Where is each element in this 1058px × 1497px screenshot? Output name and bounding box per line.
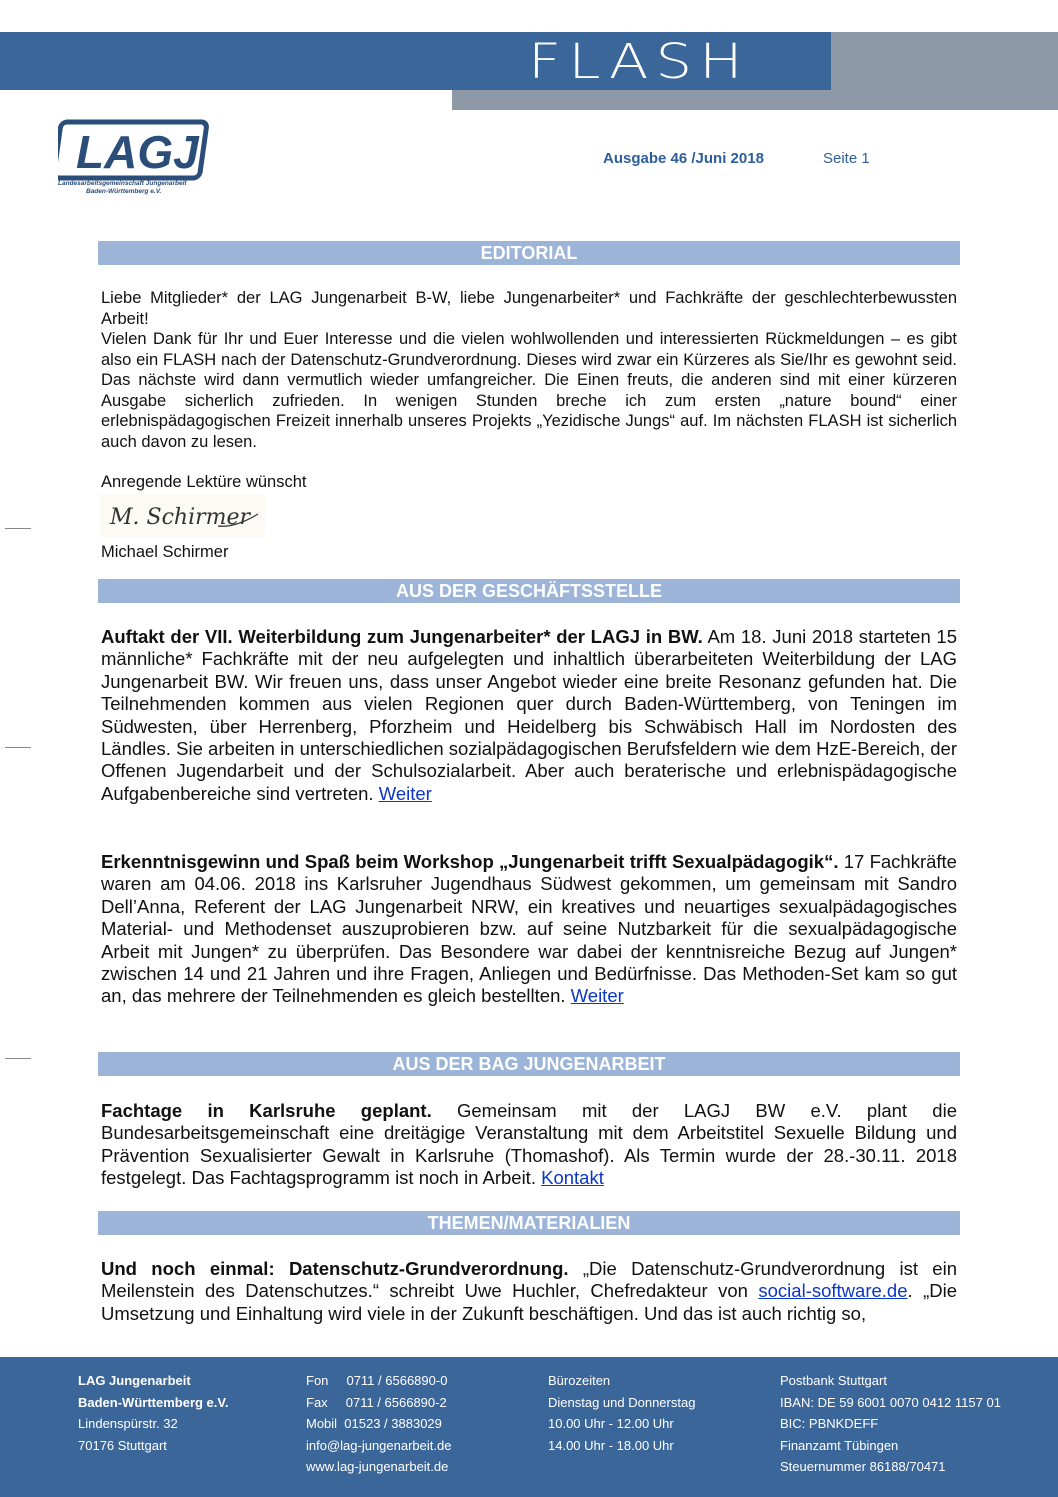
footer — [0, 1357, 1058, 1497]
footer-org-line: Baden-Württemberg e.V. — [78, 1394, 229, 1410]
footer-org — [78, 1370, 229, 1456]
margin-mark — [5, 528, 31, 529]
footer-phone: Fon 0711 / 6566890-0 — [306, 1373, 448, 1388]
footer-bank — [780, 1370, 1001, 1478]
section-header-themen: THEMEN/MATERIALIEN — [98, 1211, 960, 1235]
article-title: Und noch einmal: Datenschutz-Grundverordnung. — [101, 1258, 569, 1279]
article-title: Fachtage in Karlsruhe geplant. — [101, 1100, 432, 1121]
article-body: 17 Fachkräfte waren am 04.06. 2018 ins Karlsruher Jugendhaus Südwest gekommen, um gemeinsam mit Sandro Dell’Anna, Referent der LAG Jungenarbeit NRW, ein kreatives und neuartiges sexualpädagogisches Material- und Methodenset auszuprobieren bzw. auf seine Nutzbarkeit für die sexualpädagogische Arbeit mit Jungen* zu überprüfen. Das Besondere war dabei der kenntnisreiche Bezug auf Jungen* zwischen 14 und 21 Jahren und ihre Fragen, Anliegen und Bedürfnisse. Das Methoden-Set kam so gut an, das mehrere der Teilnehmenden es gleich bestellten. — [101, 851, 957, 1007]
margin-mark — [5, 747, 31, 748]
page-number: Seite 1 — [823, 150, 870, 167]
signature-text: M. Schirmer — [110, 505, 251, 530]
footer-org-line: Lindenspürstr. 32 — [78, 1416, 178, 1431]
article-title: Erkenntnisgewinn und Spaß beim Workshop „Jungenarbeit trifft Sexualpädagogik“. — [101, 851, 839, 872]
logo-lettering: LAGJ — [76, 126, 199, 178]
logo-subtitle-line-2: Baden-Württemberg e.V. — [86, 188, 162, 195]
footer-bank-line: IBAN: DE 59 6001 0070 0412 1157 01 — [780, 1394, 1001, 1410]
footer-org-line: 70176 Stuttgart — [78, 1437, 167, 1453]
social-software-link[interactable]: social-software.de — [758, 1280, 908, 1302]
footer-fax: Fax 0711 / 6566890-2 — [306, 1394, 447, 1410]
issue-label: Ausgabe 46 /Juni 2018 — [603, 150, 764, 167]
header-gray-band-top — [831, 32, 1058, 90]
editorial-closing: Anregende Lektüre wünscht — [101, 473, 307, 491]
footer-hours-line: 10.00 Uhr - 12.00 Uhr — [548, 1416, 674, 1431]
article-body: Am 18. Juni 2018 starteten 15 männliche* Fachkräfte mit der neu aufgelegten und inhaltlich überarbeiteten Weiterbildung der LAG Jungenarbeit BW. Wir freuen uns, dass unser Angebot wieder eine breite Resonanz gefunden hat. Die Teilnehmenden kommen aus vielen Regionen quer durch Baden-Württemberg, von Teningen im Südwesten, über Herrenberg, Pforzheim und Heidelberg bis Schwäbisch Hall im Nordosten des Ländles. Sie arbeiten in unterschiedlichen sozialpädagogischen Berufsfeldern wie dem HzE-Bereich, der Offenen Jugendarbeit und der Schulsozialarbeit. Aber auch beraterische und erlebnispädagogische Aufgabenbereiche sind vertreten. — [101, 626, 957, 804]
footer-bank-line: BIC: PBNKDEFF — [780, 1416, 879, 1431]
section-header-geschaeftsstelle: AUS DER GESCHÄFTSSTELLE — [98, 579, 960, 603]
editorial-author: Michael Schirmer — [101, 543, 229, 561]
margin-mark — [5, 1058, 31, 1059]
footer-hours-line: 14.00 Uhr - 18.00 Uhr — [548, 1437, 674, 1453]
footer-website[interactable]: www.lag-jungenarbeit.de — [306, 1459, 449, 1474]
footer-bank-line: Postbank Stuttgart — [780, 1373, 887, 1388]
article-title: Auftakt der VII. Weiterbildung zum Jungenarbeiter* der LAGJ in BW. — [101, 626, 703, 647]
footer-hours — [548, 1370, 695, 1456]
signature-image — [100, 494, 265, 538]
footer-org-line: LAG Jungenarbeit — [78, 1373, 191, 1388]
footer-bank-line: Finanzamt Tübingen — [780, 1437, 899, 1453]
section-header-editorial: EDITORIAL — [98, 241, 960, 265]
footer-hours-line: Bürozeiten — [548, 1373, 611, 1388]
footer-contact — [306, 1370, 451, 1478]
kontakt-link[interactable]: Kontakt — [541, 1167, 604, 1189]
article-fachtage — [101, 1100, 957, 1190]
section-header-bag: AUS DER BAG JUNGENARBEIT — [98, 1052, 960, 1076]
footer-bank-line: Steuernummer 86188/70471 — [780, 1459, 946, 1474]
editorial-greeting: Liebe Mitglieder* der LAG Jungenarbeit B-W, liebe Jungenarbeiter* und Fachkräfte der geschlechterbewussten Arbeit! — [101, 289, 957, 328]
weiter-link-1[interactable]: Weiter — [378, 782, 432, 804]
newsletter-title: FLASH — [528, 34, 750, 90]
article-body: Gemeinsam mit der LAGJ BW e.V. plant die Bundesarbeitsgemeinschaft eine dreitägige Veranstaltung mit dem Arbeitstitel Sexuelle Bildung und Prävention Sexualisierter Gewalt in Karlsruhe (Thomashof). Als Termin wurde der 28.-30.11. 2018 festgelegt. Das Fachtagsprogramm ist noch in Arbeit. — [101, 1100, 957, 1189]
logo-subtitle — [58, 180, 218, 196]
article-body: „Die Datenschutz-Grundverordnung ist ein Meilenstein des Datenschutzes.“ schreibt Uwe Huchler, Chefredakteur von — [101, 1258, 957, 1302]
footer-email[interactable]: info@lag-jungenarbeit.de — [306, 1437, 452, 1453]
editorial-body: Vielen Dank für Ihr und Euer Interesse und die vielen wohlwollenden und interessierten Rückmeldungen – es gibt also ein FLASH nach der Datenschutz-Grundverordnung. Dieses wird zwar ein Kürzeres als Sie/Ihr es gewohnt seid. Das nächste wird dann vermutlich wieder umfangreicher. Die Einen freuts, die anderen sind mit einer kürzeren Ausgabe sicherlich zufrieden. In wenigen Stunden breche ich zum ersten „nature bound“ einer erlebnispädagogischen Freizeit innerhalb unseres Projekts „Yezidische Jungs“ auf. Im nächsten FLASH ist sicherlich auch davon zu lesen. — [101, 330, 957, 451]
footer-hours-line: Dienstag und Donnerstag — [548, 1394, 696, 1410]
article-datenschutz — [101, 1258, 957, 1325]
article-weiterbildung — [101, 626, 957, 805]
article-body-continued: . „Die Umsetzung und Einhaltung wird viele in der Zukunft beschäftigen. Und das ist auch richtig so, — [101, 1280, 957, 1324]
weiter-link-2[interactable]: Weiter — [570, 985, 624, 1007]
footer-mobile: Mobil 01523 / 3883029 — [306, 1416, 442, 1431]
logo-subtitle-line-1: Landesarbeitsgemeinschaft Jungenarbeit — [58, 180, 187, 187]
article-workshop — [101, 851, 957, 1008]
